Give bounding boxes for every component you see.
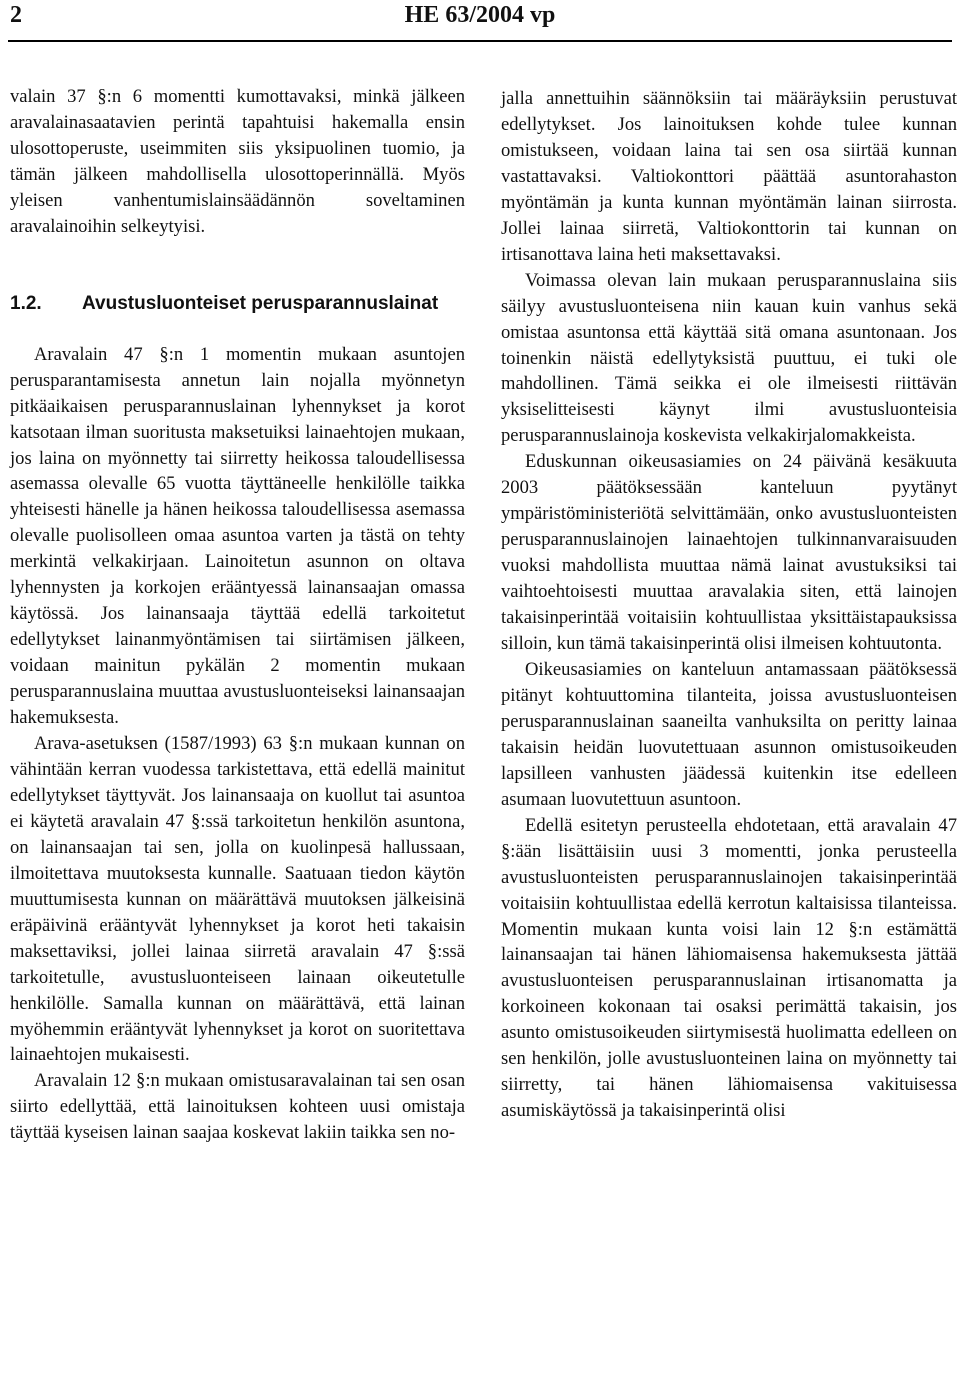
left-paragraph-2: Arava-asetuksen (1587/1993) 63 §:n mukaan kunnan on vähintään kerran vuodessa tarkistettava, että edellä mainitut edellytykset täyttyvät. Jos lainansaaja on kuollut tai asuntoa ei käytetä aravalain 47 §:ssä tarkoitetun henkilön asuntona, on lainansaajan tai sen, jolla on kuolinpesä hallussaan, ilmoitettava muutoksesta kunnalle. Saatuaan tiedon käytön muuttumisesta kunnan on määrättävä muutoksen jälkeisinä eräpäivinä erääntyvät lyhennykset ja korot heti takaisin maksettaviksi, jollei lainaa siirretä aravalain 47 §:ssä tarkoitetulle, avustusluonteiseen lainaan oikeutetulle henkilölle. Samalla kunnan on määrättävä, että lainan myöhemmin erääntyvät lyhennykset ja korot on suoritettava lainaehtojen mukaisesti. [10,733,465,1066]
document-id: HE 63/2004 vp [404,2,556,28]
left-paragraph-3: Aravalain 12 §:n mukaan omistusaravalainan tai sen osan siirto edellyttää, että lainoituksen kohteen uusi omistaja täyttää kyseisen lainan saajaa koskevat lakiin taikka sen no- [10,1070,465,1144]
header-rule [8,40,952,42]
page-number: 2 [10,2,22,28]
intro-paragraph: valain 37 §:n 6 momentti kumottavaksi, minkä jälkeen aravalainasaatavien perintä tapahtuisi hakemalla ensin ulosottoperuste, useimmiten siis yksipuolinen tuomio, ja tämän jälkeen mahdollisella ulosottoperinnällä. Myös yleisen vanhentumislainsäädännön soveltaminen aravalainoihin selkeytyisi. [10,86,465,237]
section-heading [10,291,465,317]
right-paragraph-2: Eduskunnan oikeusasiamies on 24 päivänä kesäkuuta 2003 päätöksessään kanteluun pyytänyt ympäristöministeriötä selvittämään, onko avustusluonteisten perusparannuslainojen lainaehtojen tulkinnanvaraisuuden vuoksi mahdollista muuttaa nämä lainat avustuksiksi tai vaihtoehtoisesti muuttaa aravalakia siten, että lainojen takaisinperintää voitaisiin kohtuullistaa yksittäistapauksissa silloin, kun tämä takaisinperintä olisi ilmeisen kohtuutonta. [501,451,957,655]
right-paragraph-1: Voimassa olevan lain mukaan perusparannuslaina siis säilyy avustusluonteisena niin kauan kuin vanhus sekä omistaa asuntonsa että käyttää sitä omana asuntonaan. Jos toinenkin näistä edellytyksistä puuttuu, ei tuki ole mahdollinen. Tämä seikka ei ole ilmeisesti riittävän yksiselitteisesti käynyt ilmi avustusluonteisia perusparannuslainoja koskevista velkakirjalomakkeista. [501,269,957,447]
right-paragraph-3: Oikeusasiamies on kanteluun antamassaan päätöksessä pitänyt kohtuuttomina tilanteita, joissa avustusluonteisen perusparannuslainan saaneilta vanhuksilta on peritty lainaa takaisin heidän luovutettuaan asunnon omistusoikeuden lapsilleen vanhusten jäädessä kuitenkin itse edelleen asumaan luovutettuun asuntoon. [501,658,957,810]
right-continuation: jalla annettuihin säännöksiin tai määräyksiin perustuvat edellytykset. Jos lainoituksen kohde tulee kunnan omistukseen, voidaan laina tai sen osa siirtää kunnan vastattavaksi. Valtiokonttori päättää asuntorahaston myöntämän ja kunta kunnan myöntämän lainan siirrosta. Jollei lainaa siirretä, Valtiokonttorin tai kunnan on irtisanottava laina heti maksettavaksi. [501,88,957,265]
section-number: 1.2. [10,292,42,314]
right-paragraph-4: Edellä esitetyn perusteella ehdotetaan, että aravalain 47 §:ään lisättäisiin uusi 3 momentti, jonka perusteella avustusluonteisten perusparannuslainojen takaisinperintää voitaisiin kohtuullistaa edellä kerrotun kaltaisissa tilanteissa. Momentin mukaan kunta voisi lain 12 §:n estämättä lainansaajan tai hänen lähiomaisensa hakemuksesta jättää avustusluonteisen perusparannuslainan irtisanomatta ja korkoineen kokonaan tai osaksi perimättä takaisin, jos asunto omistusoikeuden siirtymisestä huolimatta edelleen on sen henkilön, jolle avustusluonteinen laina on myönnetty tai siirretty, tai hänen lähiomaisensa vakituisessa asumiskäytössä ja takaisinperintä olisi [501,814,957,1122]
section-title: Avustusluonteiset perusparannuslainat [82,292,439,314]
left-paragraph-1: Aravalain 47 §:n 1 momentin mukaan asuntojen perusparantamisesta annetun lain nojalla myönnetyn pitkäaikaisen perusparannuslainan lyhennykset ja korot katsotaan ilman suoritusta maksetuiksi lainaehtojen mukaan, jos laina on myönnetty tai siirretty heikossa taloudellisessa asemassa olevalle 65 vuotta täyttäneelle henkilölle taikka yhteisesti hänelle ja hänen heikossa taloudellisessa asemassa olevalle puolisolleen omaa asuntoa varten ja tästä on tehty merkintä velkakirjaan. Lainoitetun asunnon on oltava lyhennysten ja korkojen erääntyessä lainansaajan omassa käytössä. Jos lainansaaja täyttää edellä tarkoitetut edellytykset lainanmyöntämisen tai siirtämisen jälkeen, voidaan mainitun pykälän 2 momentin mukaan perusparannuslaina muuttaa avustusluonteiseksi lainansaajan hakemuksesta. [10,343,465,729]
left-column [10,84,465,1146]
right-column [501,86,957,1124]
